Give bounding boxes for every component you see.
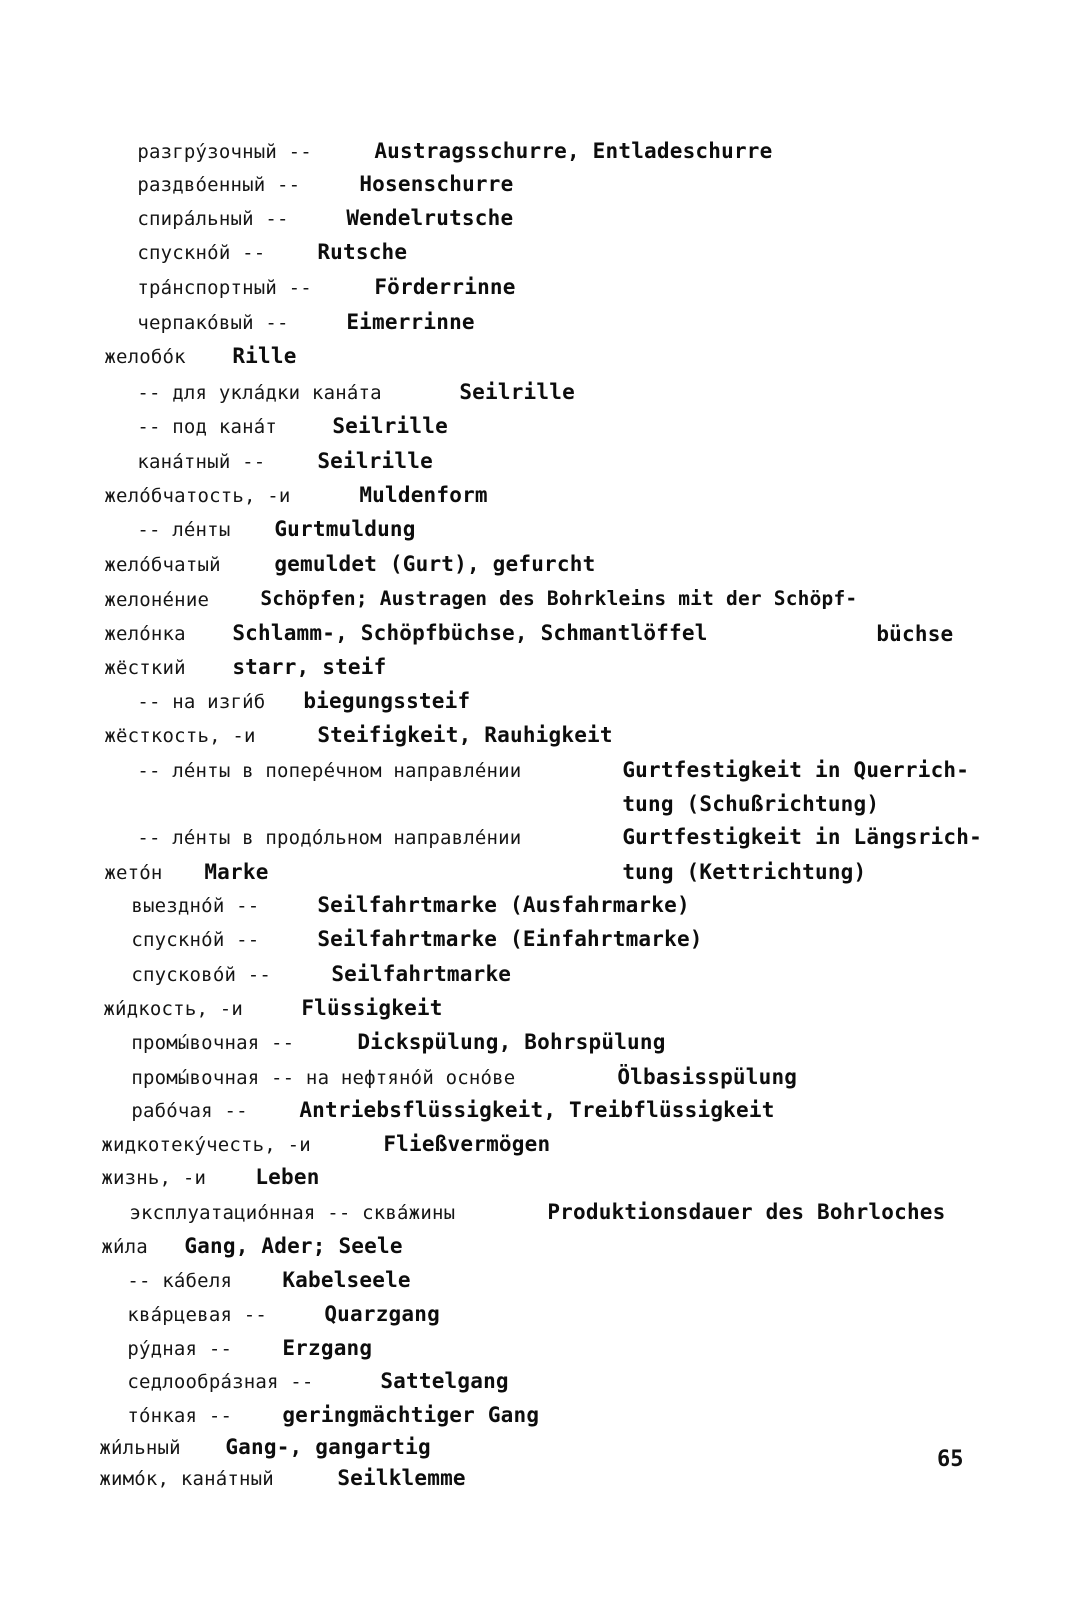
entry-russian: эксплуатацио́нная -- сква́жины	[129, 1202, 456, 1224]
entry-german: Schöpfen; Austragen des Bohrkleins mit der Schöpf-	[260, 587, 858, 610]
headword: жизнь, -и	[101, 1167, 207, 1189]
entry-german: Seilfahrtmarke (Einfahrtmarke)	[317, 927, 703, 951]
entry-russian: черпако́вый --	[137, 312, 289, 334]
headword: жело́бчатый	[104, 554, 221, 576]
entry-german: Hosenschurre	[359, 172, 514, 196]
entry-german: Flüssigkeit	[301, 996, 443, 1020]
entry-german: Seilfahrtmarke (Ausfahrmarke)	[317, 893, 690, 917]
entry-german: Rille	[232, 344, 297, 368]
entry-german: Rutsche	[317, 240, 408, 264]
entry-german: Steifigkeit, Rauhigkeit	[317, 723, 613, 747]
entry-german: Seilrille	[332, 414, 448, 438]
entry-german: Fließvermögen	[383, 1132, 551, 1156]
entry-russian: промы́вочная --	[131, 1032, 295, 1054]
entry-russian: выездно́й --	[131, 895, 260, 917]
headword: жёсткий	[104, 657, 186, 679]
entry-german: Gurtfestigkeit in Querrich-	[622, 758, 970, 782]
entry-german: Wendelrutsche	[346, 206, 514, 230]
headword: жело́бчатость, -и	[104, 485, 291, 507]
headword: жело́нка	[104, 623, 186, 645]
entry-russian: спусково́й --	[131, 964, 272, 986]
headword: жи́дкость, -и	[103, 998, 244, 1020]
entry-german: Gurtmuldung	[274, 517, 416, 541]
entry-line-de-continuation	[837, 592, 953, 678]
entry-german: Seilrille	[459, 380, 575, 404]
page-number: 65	[937, 1447, 964, 1472]
entry-russian: раздво́енный --	[137, 174, 301, 196]
entry-german: biegungssteif	[303, 689, 471, 713]
headword: желоне́ние	[104, 589, 210, 611]
entry-german: Seilklemme	[337, 1466, 466, 1490]
headword: желобо́к	[104, 346, 186, 368]
entry-russian: -- для укла́дки кана́та	[137, 382, 382, 404]
entry-russian: -- ле́нты в попере́чном направле́нии	[137, 760, 522, 782]
entry-russian: кана́тный --	[137, 451, 266, 473]
entry-german: Antriebsflüssigkeit, Treibflüssigkeit	[299, 1098, 775, 1122]
entry-german: Gang, Ader; Seele	[184, 1234, 403, 1258]
entry-german: Seilrille	[317, 449, 433, 473]
entry-german: Eimerrinne	[346, 310, 475, 334]
entry-russian: разгру́зочный --	[137, 141, 312, 163]
entry-german: Gurtfestigkeit in Längsrich-	[622, 825, 982, 849]
entry-russian: -- ле́нты в продо́льном направле́нии	[137, 827, 522, 849]
entry-german: Austragsschurre, Entladeschurre	[374, 139, 773, 163]
entry-german: Dickspülung, Bohrspülung	[357, 1030, 666, 1054]
entry-russian: то́нкая --	[127, 1405, 233, 1427]
entry-german: Gang-, gangartig	[225, 1435, 431, 1459]
headword: жидкотеку́честь, -и	[101, 1134, 311, 1156]
entry-line-de	[298, 1436, 466, 1522]
entry-german: Seilfahrtmarke	[331, 962, 512, 986]
entry-german: Marke	[204, 860, 269, 884]
entry-german: tung (Schußrichtung)	[622, 792, 880, 816]
entry-russian: рабо́чая --	[131, 1100, 248, 1122]
entry-russian: -- ка́беля	[127, 1270, 233, 1292]
entry-line	[60, 1437, 274, 1522]
entry-russian: седлообра́зная --	[127, 1371, 314, 1393]
headword: жи́льный	[99, 1437, 181, 1459]
entry-german: Ölbasisspülung	[617, 1065, 798, 1089]
entry-german: starr, steif	[232, 655, 387, 679]
entry-german: gemuldet (Gurt), gefurcht	[274, 552, 596, 576]
entry-german: geringmächtiger Gang	[282, 1403, 540, 1427]
headword: жи́ла	[101, 1236, 148, 1258]
headword: жимо́к, кана́тный	[99, 1468, 274, 1490]
entry-german-continuation: tung (Kettrichtung)	[622, 860, 867, 884]
entry-german: Schlamm-, Schöpfbüchse, Schmantlöffel	[232, 621, 708, 645]
entry-line-de	[508, 1170, 945, 1256]
entry-german: Kabelseele	[282, 1268, 411, 1292]
entry-russian: тра́нспортный --	[137, 277, 312, 299]
entry-russian: ру́дная --	[127, 1338, 233, 1360]
entry-german: Leben	[255, 1165, 320, 1189]
entry-german: Quarzgang	[324, 1302, 440, 1326]
entry-russian: спира́льный --	[137, 208, 289, 230]
entry-german: Förderrinne	[374, 275, 516, 299]
entry-german-continuation: büchse	[876, 622, 954, 646]
entry-german: Muldenform	[359, 483, 488, 507]
headword: жёсткость, -и	[104, 725, 256, 747]
entry-german: Erzgang	[282, 1336, 373, 1360]
entry-russian: -- на изги́б	[137, 691, 266, 713]
entry-russian: -- под кана́т	[137, 416, 278, 438]
entry-russian: -- ле́нты	[137, 519, 231, 541]
entry-russian: промы́вочная -- на нефтяно́й осно́ве	[131, 1067, 516, 1089]
entry-german: Sattelgang	[380, 1369, 509, 1393]
entry-russian: ква́рцевая --	[127, 1304, 268, 1326]
headword: жето́н	[104, 862, 163, 884]
entry-russian: спускно́й --	[137, 242, 266, 264]
entry-german: Produktionsdauer des Bohrloches	[547, 1200, 946, 1224]
entry-russian: спускно́й --	[131, 929, 260, 951]
